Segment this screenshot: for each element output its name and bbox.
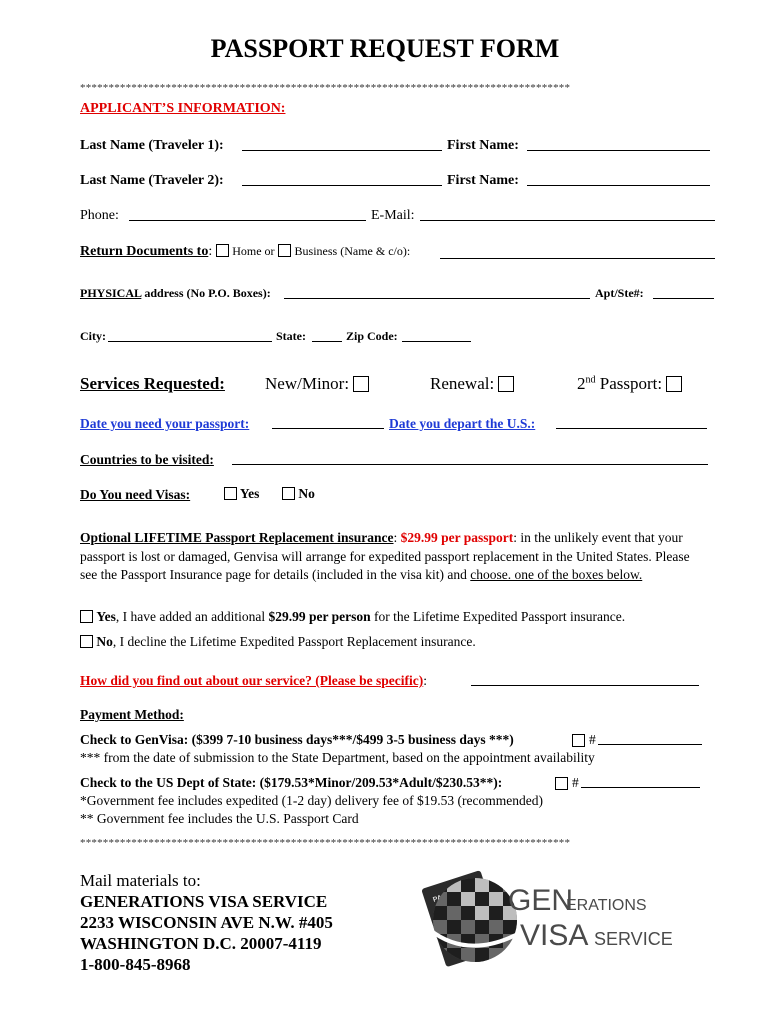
insurance-no-option: No, I decline the Lifetime Expedited Passport Replacement insurance. <box>80 634 476 650</box>
visas-label: Do You need Visas: <box>80 487 191 502</box>
email-field[interactable] <box>420 208 715 221</box>
how-found-row: How did you find out about our service? (Please be specific): <box>80 673 428 688</box>
payment-genvisa-label: Check to GenVisa: ($399 7-10 business days***/$499 3-5 business days ***) <box>80 732 514 747</box>
last-name-1-label: Last Name (Traveler 1): <box>80 138 224 153</box>
phone-field[interactable] <box>129 208 366 221</box>
visas-no-checkbox[interactable] <box>282 487 295 500</box>
payment-note-2: ** Government fee includes the U.S. Passport Card <box>80 811 359 826</box>
payment-state-field[interactable] <box>581 775 700 788</box>
divider-stars: ************************************************************************************** <box>80 837 571 849</box>
home-label: Home or <box>232 244 275 258</box>
insurance-yes-option: Yes, I have added an additional $29.99 per person for the Lifetime Expedited Passport insurance. <box>80 609 625 625</box>
payment-state-checkbox[interactable] <box>555 777 568 790</box>
mail-intro: Mail materials to: <box>80 871 201 890</box>
hash-sign: # <box>572 775 579 790</box>
last-name-2-label: Last Name (Traveler 2): <box>80 173 224 188</box>
service-renewal <box>430 374 514 394</box>
home-checkbox[interactable] <box>216 244 229 257</box>
hash-sign: # <box>589 732 596 747</box>
how-found-label: How did you find out about our service? (Please be specific) <box>80 673 424 688</box>
countries-label: Countries to be visited: <box>80 452 214 467</box>
service-new-minor <box>265 374 369 394</box>
second-passport-label: Passport: <box>595 374 663 393</box>
first-name-1-label: First Name: <box>447 138 519 153</box>
last-name-1-field[interactable] <box>242 138 442 151</box>
return-documents-row: Return Documents to: Home or Business (Name & c/o): <box>80 244 411 259</box>
renewal-checkbox[interactable] <box>498 376 514 392</box>
logo-graphic <box>420 860 680 970</box>
date-need-label: Date you need your passport: <box>80 416 250 431</box>
physical-address-field[interactable] <box>284 286 590 299</box>
svg-text:VISA: VISA <box>520 919 589 952</box>
visas-yes-label: Yes <box>239 486 260 501</box>
physical-address-label: PHYSICAL address (No P.O. Boxes): <box>80 286 271 300</box>
mail-phone: 1-800-845-8968 <box>80 955 191 974</box>
mail-city: WASHINGTON D.C. 20007-4119 <box>80 934 322 953</box>
visas-yes <box>224 486 259 502</box>
last-name-2-field[interactable] <box>242 173 442 186</box>
first-name-2-field[interactable] <box>527 173 710 186</box>
first-name-1-field[interactable] <box>527 138 710 151</box>
svg-text:SERVICE: SERVICE <box>594 929 673 949</box>
payment-genvisa-note: *** from the date of submission to the State Department, based on the appointment availability <box>80 750 595 765</box>
services-label: Services Requested: <box>80 374 225 393</box>
how-found-field[interactable] <box>471 673 699 686</box>
generations-visa-logo <box>420 860 680 970</box>
payment-heading: Payment Method: <box>80 707 184 722</box>
payment-note-1: *Government fee includes expedited (1-2 day) delivery fee of $19.53 (recommended) <box>80 793 543 808</box>
business-checkbox[interactable] <box>278 244 291 257</box>
email-label: E-Mail: <box>371 208 415 223</box>
date-depart-label: Date you depart the U.S.: <box>389 416 536 431</box>
svg-text:ERATIONS: ERATIONS <box>566 897 647 914</box>
visas-no-label: No <box>298 486 315 501</box>
countries-field[interactable] <box>232 452 708 465</box>
phone-label: Phone: <box>80 208 119 223</box>
insurance-no-checkbox[interactable] <box>80 635 93 648</box>
renewal-label: Renewal: <box>430 374 495 393</box>
date-need-field[interactable] <box>272 416 384 429</box>
state-label: State: <box>276 329 306 343</box>
svg-text:GEN: GEN <box>508 884 574 917</box>
return-documents-label: Return Documents to <box>80 244 209 259</box>
mail-company: GENERATIONS VISA SERVICE <box>80 892 328 911</box>
insurance-yes-checkbox[interactable] <box>80 610 93 623</box>
insurance-price: $29.99 per passport <box>400 530 514 545</box>
city-label: City: <box>80 329 106 343</box>
new-minor-checkbox[interactable] <box>353 376 369 392</box>
zip-label: Zip Code: <box>346 329 398 343</box>
city-field[interactable] <box>108 329 272 342</box>
first-name-2-label: First Name: <box>447 173 519 188</box>
second-passport-checkbox[interactable] <box>666 376 682 392</box>
mail-street: 2233 WISCONSIN AVE N.W. #405 <box>80 913 333 932</box>
apt-field[interactable] <box>653 286 714 299</box>
payment-genvisa-checkbox[interactable] <box>572 734 585 747</box>
visas-yes-checkbox[interactable] <box>224 487 237 500</box>
insurance-title: Optional LIFETIME Passport Replacement insurance <box>80 530 394 545</box>
apt-label: Apt/Ste#: <box>595 286 644 300</box>
visas-no <box>282 486 315 502</box>
new-minor-label: New/Minor: <box>265 374 350 393</box>
service-second-passport: 2nd Passport: <box>577 374 682 394</box>
payment-state-label: Check to the US Dept of State: ($179.53*Minor/209.53*Adult/$230.53**): <box>80 775 503 790</box>
state-field[interactable] <box>312 329 342 342</box>
payment-genvisa-field[interactable] <box>598 732 702 745</box>
date-depart-field[interactable] <box>556 416 707 429</box>
divider-stars: ************************************************************************************** <box>80 82 571 94</box>
page-title: PASSPORT REQUEST FORM <box>210 34 560 63</box>
business-label: Business (Name & c/o): <box>294 244 411 258</box>
mailing-address <box>80 870 333 975</box>
applicant-heading: APPLICANT’S INFORMATION: <box>80 101 286 116</box>
business-field[interactable] <box>440 246 715 259</box>
insurance-paragraph: Optional LIFETIME Passport Replacement insurance: $29.99 per passport: in the unlikely event that your passport is lost or damaged, Genvisa will arrange for expedited passport replacement in the United States. Please see the Passport Insurance page for details (included in the visa kit) and choose. one of the boxes below. <box>80 530 690 582</box>
zip-field[interactable] <box>402 329 471 342</box>
